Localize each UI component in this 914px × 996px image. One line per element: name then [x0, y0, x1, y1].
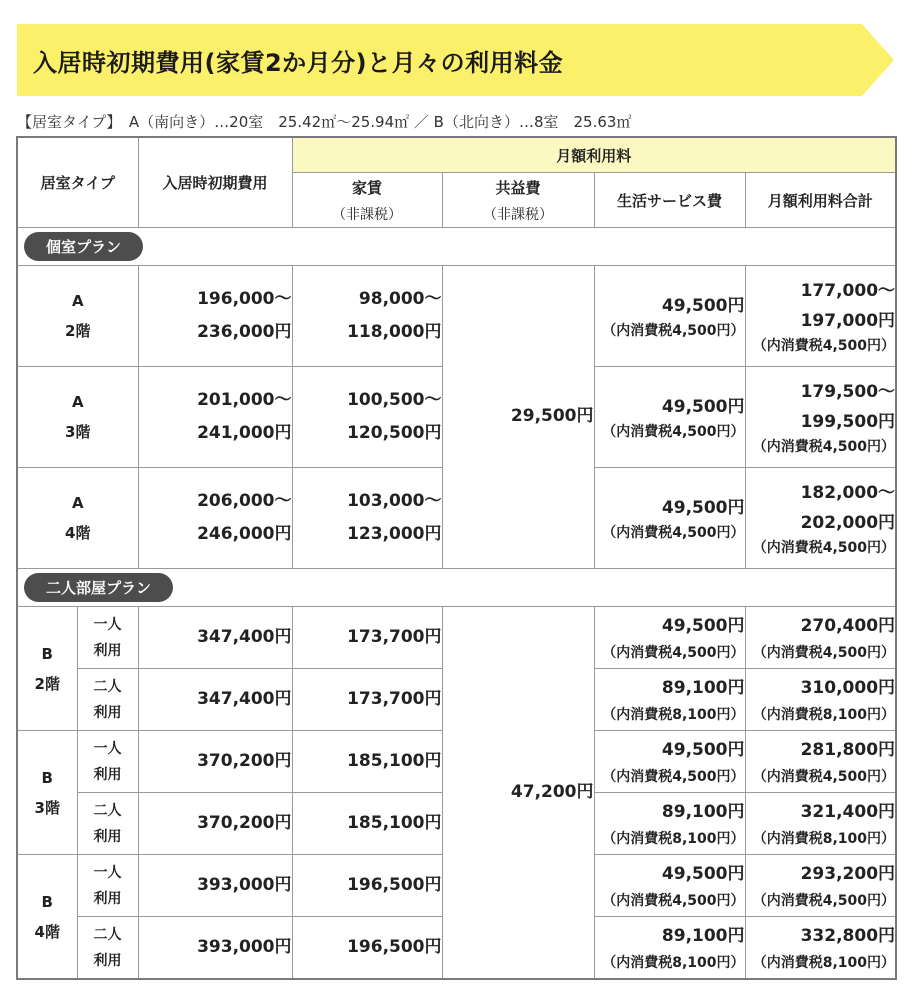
initial-cost: 393,000円	[138, 917, 292, 980]
private-common-fee-cell: 29,500円	[442, 266, 594, 569]
initial-cost: 347,400円	[138, 607, 292, 669]
total-fee-max: 199,500円	[800, 412, 896, 432]
initial-cost-max: 246,000円	[197, 524, 292, 544]
total-fee-tax: （内消費税4,500円）	[752, 540, 896, 556]
room-type-info: 【居室タイプ】 A（南向き）…20室 25.42㎡～25.94㎡ ／ B（北向き）…8室 25.63㎡	[17, 113, 632, 131]
rent: 196,500円	[292, 855, 442, 917]
usage-label: 利用	[93, 952, 122, 969]
total-fee-tax: （内消費税8,100円）	[752, 954, 896, 971]
room-floor: 2階	[34, 674, 60, 693]
usage-label: 利用	[93, 766, 122, 783]
total-fee-cell	[745, 367, 896, 468]
rent-cell	[292, 266, 442, 367]
header-total: 月額利用料合計	[745, 173, 896, 228]
total-fee-tax: （内消費税4,500円）	[752, 768, 896, 785]
initial-cost-min: 206,000～	[197, 490, 292, 511]
total-fee-tax: （内消費税4,500円）	[752, 892, 896, 909]
room-type-cell	[17, 468, 138, 569]
rent-max: 118,000円	[347, 322, 442, 342]
total-fee: 293,200円	[800, 863, 896, 884]
initial-cost-min: 196,000～	[197, 288, 292, 309]
header-common-note: （非課税）	[483, 206, 554, 223]
initial-cost: 347,400円	[138, 669, 292, 731]
header-common-label: 共益費	[495, 178, 541, 197]
service-fee: 89,100円	[661, 801, 745, 822]
room-type: B	[41, 644, 53, 663]
rent-min: 100,500～	[347, 389, 442, 410]
usage-count: 一人	[93, 616, 122, 633]
initial-cost: 370,200円	[138, 793, 292, 855]
service-fee: 89,100円	[661, 677, 745, 698]
rent-cell	[292, 468, 442, 569]
total-fee-min: 177,000～	[800, 281, 896, 301]
total-fee-tax: （内消費税8,100円）	[752, 706, 896, 723]
initial-cost-cell	[138, 266, 292, 367]
initial-cost-cell	[138, 367, 292, 468]
rent-min: 103,000～	[347, 490, 442, 511]
private-plan-row	[17, 228, 896, 266]
page-title: 入居時初期費用(家賃2か月分)と月々の利用料金	[33, 49, 564, 77]
total-fee-tax: （内消費税8,100円）	[752, 830, 896, 847]
total-fee: 310,000円	[800, 677, 896, 698]
usage-cell	[77, 669, 138, 731]
header-monthly-fee: 月額利用料	[292, 137, 896, 173]
initial-cost: 393,000円	[138, 855, 292, 917]
usage-cell	[77, 917, 138, 980]
usage-cell	[77, 731, 138, 793]
service-fee-cell	[594, 607, 745, 669]
usage-count: 二人	[93, 926, 122, 943]
service-fee-cell	[594, 731, 745, 793]
total-fee-cell	[745, 669, 896, 731]
room-floor: 4階	[65, 524, 91, 542]
total-fee-cell	[745, 468, 896, 569]
table-row	[17, 266, 896, 367]
rent-max: 123,000円	[347, 524, 442, 544]
total-fee-min: 179,500～	[800, 382, 896, 402]
total-fee-cell	[745, 266, 896, 367]
room-type-cell	[17, 367, 138, 468]
rent: 185,100円	[292, 731, 442, 793]
rent: 196,500円	[292, 917, 442, 980]
total-fee: 321,400円	[800, 801, 896, 822]
title-banner	[17, 24, 894, 96]
service-fee-tax: （内消費税4,500円）	[602, 424, 745, 440]
total-fee-tax: （内消費税4,500円）	[752, 338, 896, 354]
total-fee-cell	[745, 731, 896, 793]
service-fee-cell	[594, 468, 745, 569]
service-fee: 89,100円	[661, 925, 745, 946]
usage-count: 一人	[93, 864, 122, 881]
usage-count: 一人	[93, 740, 122, 757]
usage-cell	[77, 855, 138, 917]
service-fee: 49,500円	[661, 296, 745, 316]
service-fee: 49,500円	[661, 863, 745, 884]
initial-cost-cell	[138, 468, 292, 569]
double-common-fee-cell: 47,200円	[442, 607, 594, 980]
fee-table	[16, 136, 897, 980]
rent: 173,700円	[292, 669, 442, 731]
room-type: B	[41, 892, 53, 911]
service-fee-cell	[594, 669, 745, 731]
service-fee-tax: （内消費税8,100円）	[602, 706, 745, 723]
usage-label: 利用	[93, 642, 122, 659]
service-fee-tax: （内消費税4,500円）	[602, 644, 745, 661]
total-fee-max: 202,000円	[800, 513, 896, 533]
service-fee-tax: （内消費税8,100円）	[602, 954, 745, 971]
total-fee: 270,400円	[800, 615, 896, 636]
service-fee: 49,500円	[661, 615, 745, 636]
initial-cost-max: 236,000円	[197, 322, 292, 342]
room-floor: 4階	[34, 922, 60, 941]
header-rent	[292, 173, 442, 228]
total-fee-cell	[745, 793, 896, 855]
room-floor: 3階	[65, 423, 91, 441]
room-type: A	[71, 393, 84, 411]
service-fee-tax: （内消費税8,100円）	[602, 830, 745, 847]
room-type-cell	[17, 266, 138, 367]
header-service: 生活サービス費	[594, 173, 745, 228]
usage-label: 利用	[93, 890, 122, 907]
total-fee: 332,800円	[800, 925, 896, 946]
total-fee-cell	[745, 855, 896, 917]
service-fee: 49,500円	[661, 498, 745, 518]
rent: 173,700円	[292, 607, 442, 669]
usage-cell	[77, 793, 138, 855]
table-row	[17, 607, 896, 669]
initial-cost: 370,200円	[138, 731, 292, 793]
rent: 185,100円	[292, 793, 442, 855]
header-rent-label: 家賃	[352, 178, 383, 197]
service-fee: 49,500円	[661, 397, 745, 417]
header-room-type: 居室タイプ	[17, 137, 138, 228]
service-fee-tax: （内消費税4,500円）	[602, 525, 745, 541]
usage-count: 二人	[93, 802, 122, 819]
total-fee: 281,800円	[800, 739, 896, 760]
usage-cell	[77, 607, 138, 669]
total-fee-cell	[745, 917, 896, 980]
room-type: B	[41, 768, 53, 787]
usage-label: 利用	[93, 704, 122, 721]
header-initial-cost: 入居時初期費用	[138, 137, 292, 228]
service-fee: 49,500円	[661, 739, 745, 760]
room-type: A	[71, 292, 84, 310]
total-fee-cell	[745, 607, 896, 669]
rent-max: 120,500円	[347, 423, 442, 443]
room-type-cell	[17, 731, 77, 855]
total-fee-max: 197,000円	[800, 311, 896, 331]
service-fee-cell	[594, 793, 745, 855]
service-fee-cell	[594, 367, 745, 468]
double-plan-label: 二人部屋プラン	[24, 573, 173, 602]
service-fee-tax: （内消費税4,500円）	[602, 892, 745, 909]
service-fee-cell	[594, 917, 745, 980]
total-fee-min: 182,000～	[800, 483, 896, 503]
usage-count: 二人	[93, 678, 122, 695]
room-floor: 3階	[34, 798, 60, 817]
rent-cell	[292, 367, 442, 468]
service-fee-tax: （内消費税4,500円）	[602, 323, 745, 339]
service-fee-cell	[594, 266, 745, 367]
header-rent-note: （非課税）	[332, 206, 403, 223]
header-common	[442, 173, 594, 228]
initial-cost-min: 201,000～	[197, 389, 292, 410]
rent-min: 98,000～	[358, 288, 442, 309]
service-fee-tax: （内消費税4,500円）	[602, 768, 745, 785]
private-plan-label: 個室プラン	[24, 232, 143, 261]
double-plan-row	[17, 569, 896, 607]
initial-cost-max: 241,000円	[197, 423, 292, 443]
room-type-cell	[17, 607, 77, 731]
room-floor: 2階	[65, 322, 91, 340]
usage-label: 利用	[93, 828, 122, 845]
total-fee-tax: （内消費税4,500円）	[752, 644, 896, 661]
service-fee-cell	[594, 855, 745, 917]
total-fee-tax: （内消費税4,500円）	[752, 439, 896, 455]
room-type-cell	[17, 855, 77, 980]
room-type: A	[71, 494, 84, 512]
